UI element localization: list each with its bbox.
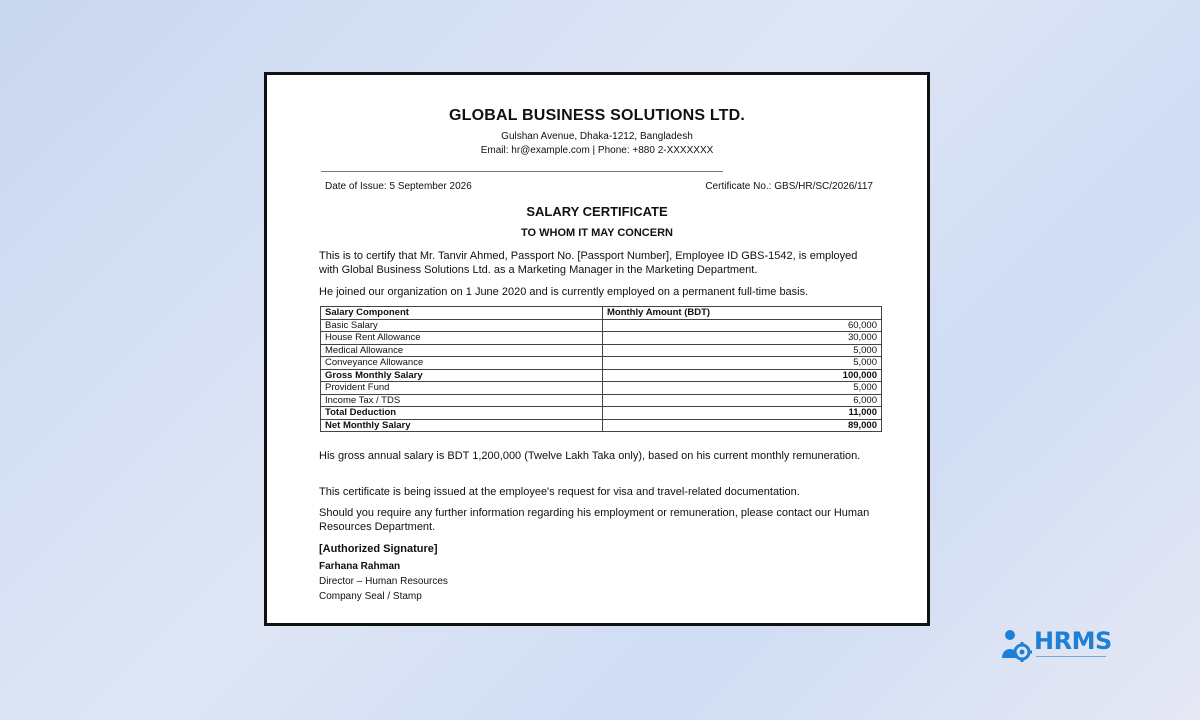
company-seal-label: Company Seal / Stamp: [319, 591, 422, 602]
column-header-component: Salary Component: [321, 307, 603, 320]
amount-cell: 30,000: [603, 332, 882, 345]
amount-cell: 6,000: [603, 394, 882, 407]
amount-cell: 5,000: [603, 357, 882, 370]
company-name: GLOBAL BUSINESS SOLUTIONS LTD.: [448, 107, 746, 124]
table-row: [321, 332, 882, 345]
logo-text: HRMS: [1034, 627, 1112, 655]
hrms-logo: [1000, 626, 1112, 664]
amount-cell: 60,000: [603, 319, 882, 332]
certificate-title: SALARY CERTIFICATE: [526, 204, 668, 219]
table-row: [321, 357, 882, 370]
issue-date: Date of Issue: 5 September 2026: [325, 181, 472, 192]
table-row: [321, 319, 882, 332]
component-cell: Medical Allowance: [321, 344, 603, 357]
amount-cell: 11,000: [603, 407, 882, 420]
column-header-amount: Monthly Amount (BDT): [603, 307, 882, 320]
component-cell: House Rent Allowance: [321, 332, 603, 345]
certificate-subtitle: TO WHOM IT MAY CONCERN: [521, 227, 673, 239]
salary-table: [320, 306, 882, 432]
amount-cell: 100,000: [603, 369, 882, 382]
annual-salary-paragraph: His gross annual salary is BDT 1,200,000 (Twelve Lakh Taka only), based on his current monthly remuneration.: [319, 450, 861, 462]
joining-paragraph: He joined our organization on 1 June 2020 and is currently employed on a permanent full-time basis.: [319, 286, 809, 298]
component-cell: Income Tax / TDS: [321, 394, 603, 407]
table-header-row: [321, 307, 882, 320]
table-row-net-salary: [321, 419, 882, 432]
component-cell: Gross Monthly Salary: [321, 369, 603, 382]
certificate-number: Certificate No.: GBS/HR/SC/2026/117: [705, 181, 873, 192]
header-divider: [321, 171, 723, 172]
signatory-name: Farhana Rahman: [319, 561, 401, 572]
component-cell: Basic Salary: [321, 319, 603, 332]
table-row: [321, 394, 882, 407]
component-cell: Total Deduction: [321, 407, 603, 420]
person-gear-icon: [1000, 628, 1034, 662]
amount-cell: 89,000: [603, 419, 882, 432]
purpose-paragraph: This certificate is being issued at the employee's request for visa and travel-related documentation.: [319, 486, 800, 498]
company-address: Gulshan Avenue, Dhaka-1212, Bangladesh: [501, 131, 693, 142]
component-cell: Net Monthly Salary: [321, 419, 603, 432]
salary-certificate: [264, 72, 930, 626]
logo-underline: [1036, 656, 1106, 657]
table-row: [321, 382, 882, 395]
intro-paragraph: This is to certify that Mr. Tanvir Ahmed, Passport No. [Passport Number], Employee ID GBS-1542, is employed with Global Business Solutions Ltd. as a Marketing Manager in the Marketing Department.: [319, 250, 858, 276]
component-cell: Provident Fund: [321, 382, 603, 395]
component-cell: Conveyance Allowance: [321, 357, 603, 370]
table-row: [321, 344, 882, 357]
table-row-gross-total: [321, 369, 882, 382]
signature-label: [Authorized Signature]: [319, 543, 438, 555]
amount-cell: 5,000: [603, 382, 882, 395]
signatory-role: Director – Human Resources: [319, 576, 448, 587]
contact-paragraph: Should you require any further information regarding his employment or remuneration, please contact our Human Resources Department.: [319, 507, 870, 533]
company-contact: Email: hr@example.com | Phone: +880 2-XXXXXXX: [480, 145, 714, 156]
table-row-total-deduction: [321, 407, 882, 420]
amount-cell: 5,000: [603, 344, 882, 357]
